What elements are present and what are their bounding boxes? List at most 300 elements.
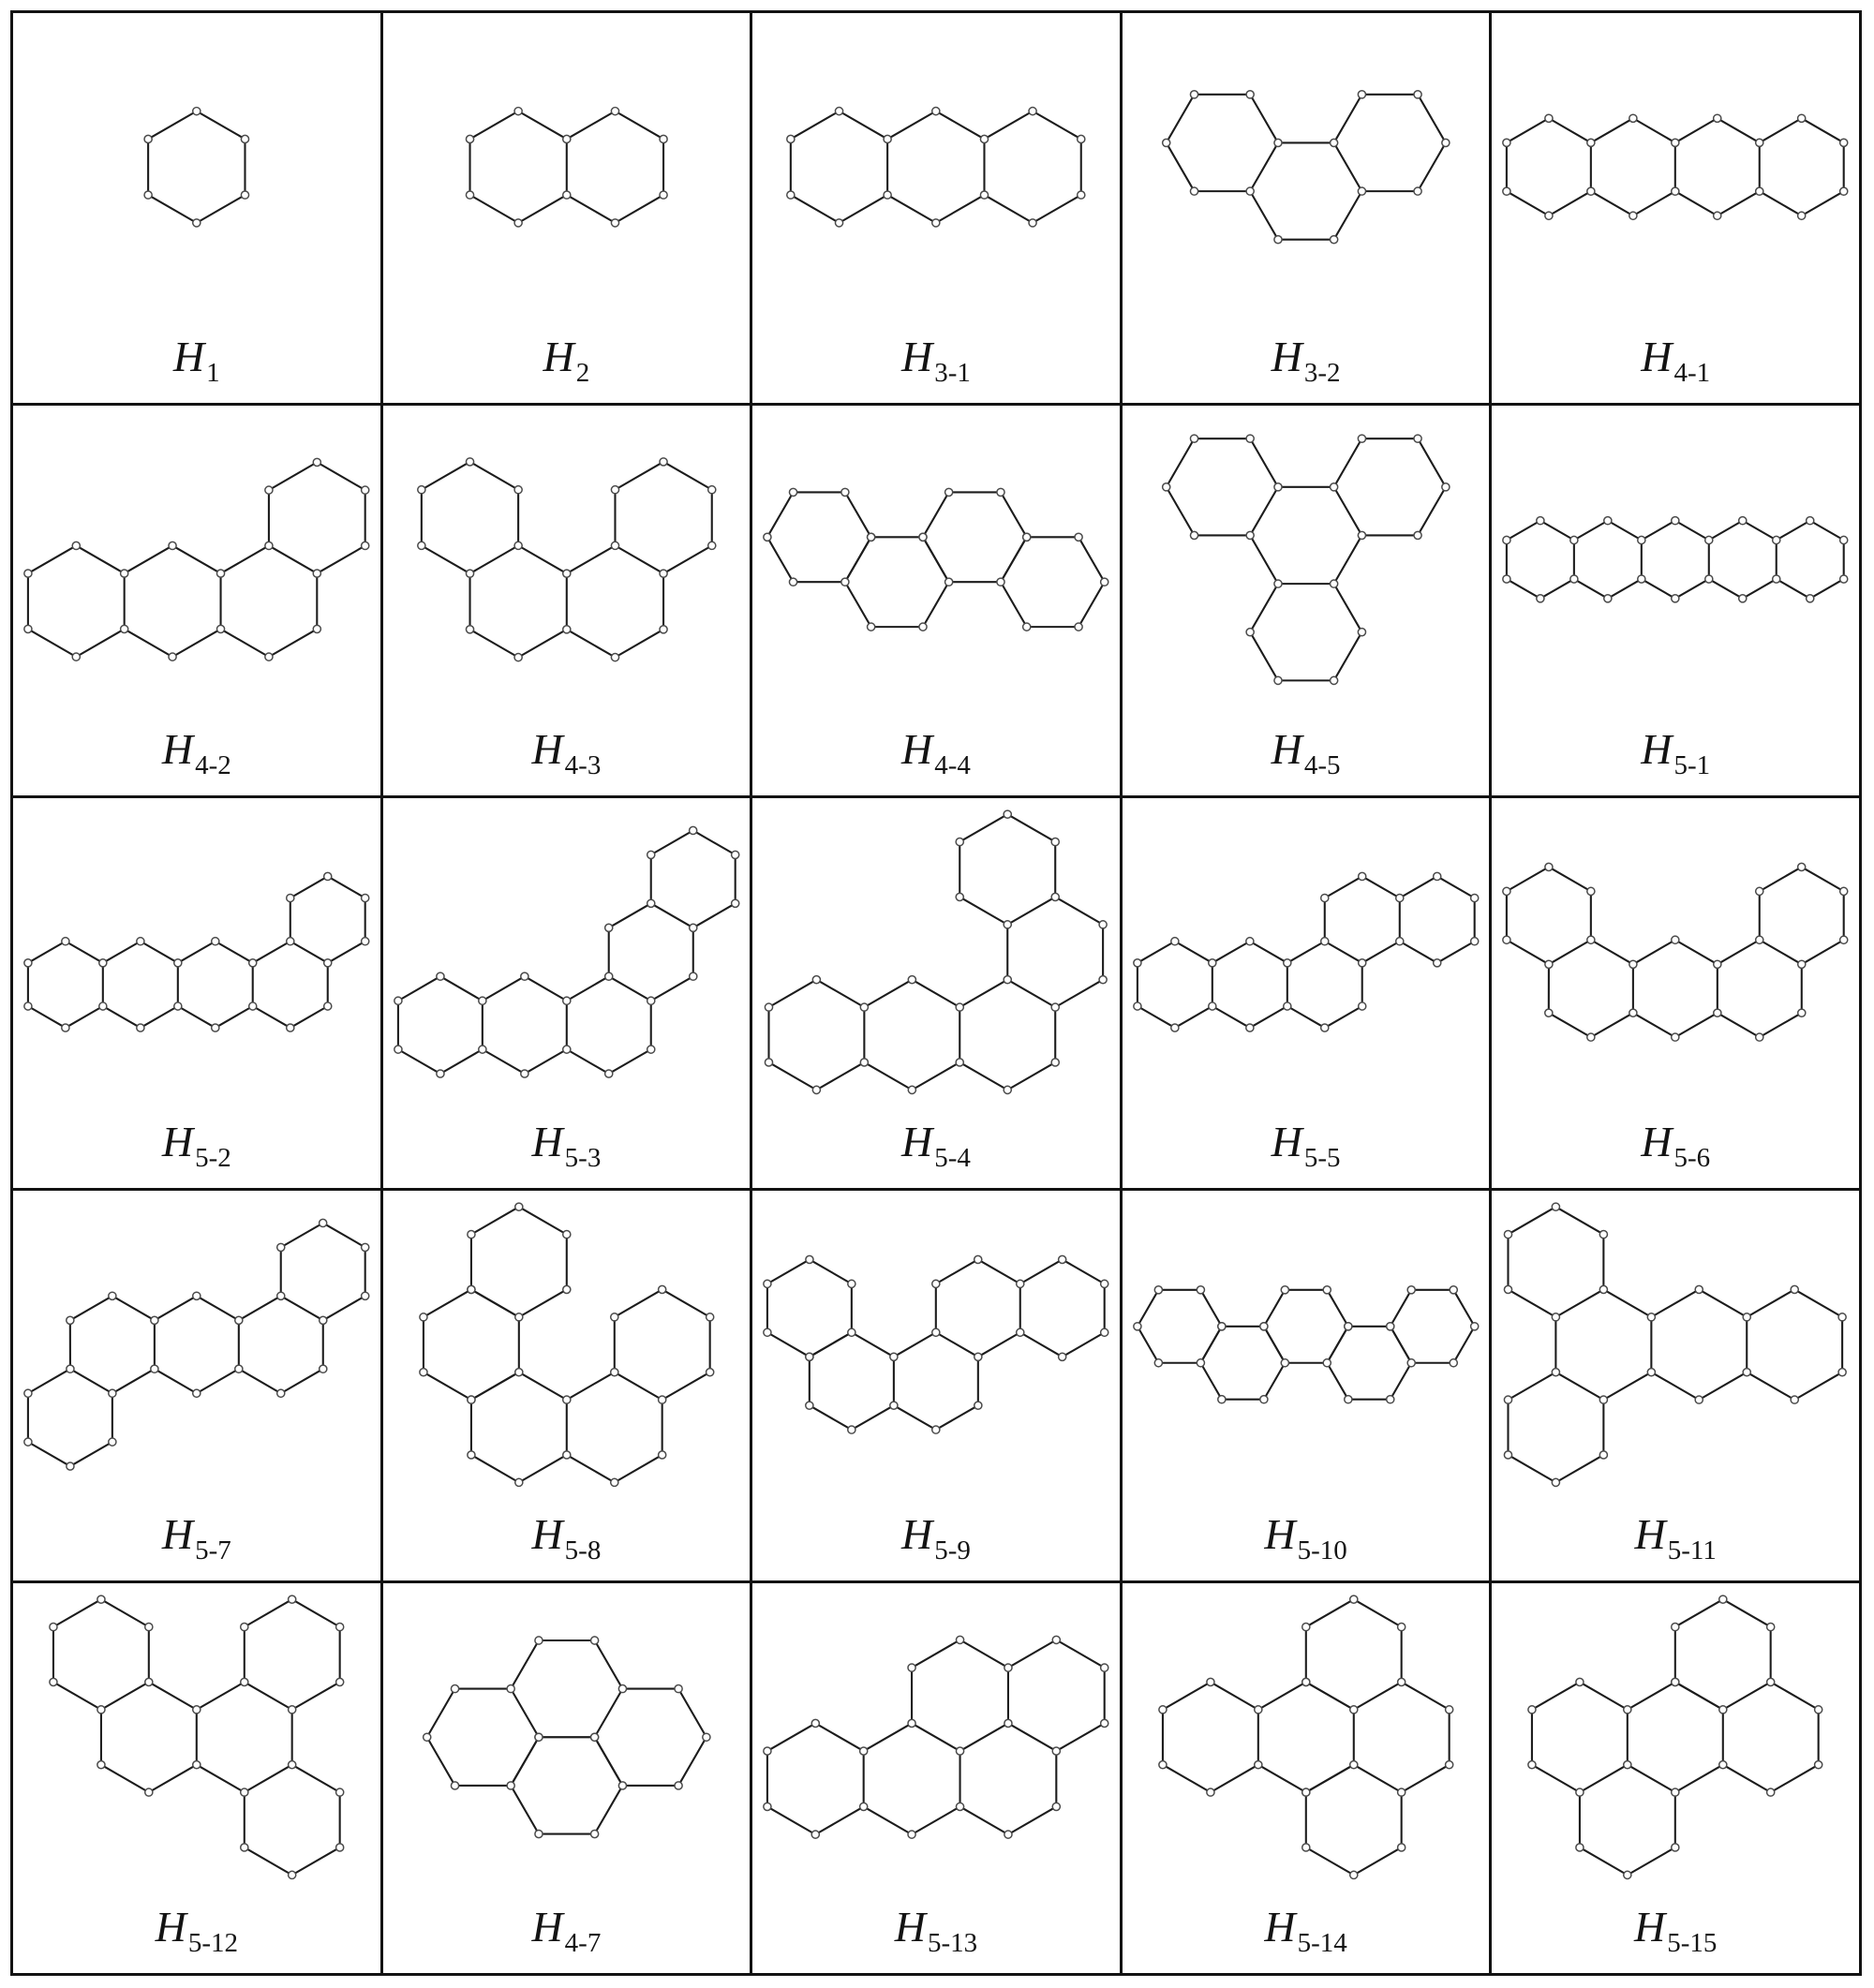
graph-edge	[328, 876, 365, 898]
graph-vertex	[394, 1046, 401, 1053]
structure-label-sub: 2	[575, 358, 590, 388]
graph-edge	[767, 1332, 810, 1357]
graph-vertex	[216, 570, 224, 577]
graph-edge	[864, 1806, 912, 1834]
graph-vertex	[1358, 959, 1365, 967]
structure-label-sub: 5-13	[928, 1928, 978, 1958]
graph-vertex	[1553, 1313, 1560, 1321]
graph-vertex	[24, 959, 32, 967]
graph-vertex	[241, 1678, 248, 1685]
graph-vertex	[1246, 629, 1254, 636]
graph-vertex	[590, 1733, 598, 1741]
graph-edge	[615, 111, 663, 140]
graph-vertex	[790, 578, 797, 586]
graph-edges	[424, 1207, 710, 1482]
structure-label-main: H	[901, 1510, 933, 1558]
graph-vertex	[287, 938, 294, 945]
graph-vertex	[611, 108, 618, 115]
structure-label-sub: 5-6	[1673, 1143, 1711, 1173]
graph-edge	[1718, 1013, 1760, 1037]
graph-vertex	[466, 626, 473, 633]
graph-vertex	[466, 135, 473, 142]
graph-vertex	[1051, 893, 1059, 900]
graph-edge	[960, 1806, 1008, 1834]
table-cell	[383, 1583, 751, 1973]
graph-vertex	[1345, 1396, 1352, 1403]
structure-label-sub: 5-3	[564, 1143, 602, 1173]
graph-vertex	[1503, 575, 1510, 583]
graph-vertex	[1672, 1624, 1679, 1631]
graph-edge	[518, 545, 567, 573]
graph-edge	[1509, 1455, 1556, 1482]
graph-edge	[936, 1405, 978, 1430]
graph-vertex	[289, 1595, 296, 1603]
graph-edge	[1652, 1289, 1700, 1316]
graph-edge	[1418, 142, 1446, 191]
graph-vertex	[514, 1203, 522, 1210]
graph-vertex	[121, 625, 128, 632]
graph-edge	[1574, 521, 1608, 541]
graph-edge	[1327, 1290, 1348, 1327]
graph-edge	[1748, 1289, 1795, 1316]
graph-vertex	[611, 486, 618, 494]
graph-edge	[511, 1640, 539, 1689]
graph-edge	[1167, 142, 1195, 191]
graph-vertex	[660, 135, 667, 142]
graph-edge	[253, 942, 290, 963]
graph-vertex	[1767, 1678, 1775, 1685]
graph-edge	[1354, 1847, 1402, 1875]
graph-vertices	[1503, 863, 1848, 1041]
graph-edge	[1628, 1682, 1675, 1709]
graph-vertex	[1284, 959, 1291, 967]
graph-edge	[245, 1599, 292, 1626]
graph-edge	[894, 1405, 936, 1430]
graph-vertex	[1414, 187, 1421, 195]
graph-vertex	[706, 1313, 713, 1321]
graph-edge	[101, 1599, 149, 1626]
graph-edge	[887, 111, 936, 140]
graph-edge	[566, 545, 615, 573]
graph-edge	[1167, 95, 1195, 143]
graph-vertex	[212, 938, 219, 945]
graph-vertex	[1197, 1286, 1204, 1294]
graph-edge	[1391, 1363, 1411, 1400]
graph-edge	[663, 462, 712, 490]
graph-vertex	[1246, 1024, 1254, 1031]
graph-edge	[1306, 1847, 1354, 1875]
graph-vertex	[324, 872, 332, 880]
graph-edge	[1652, 1372, 1700, 1400]
table-cell	[1492, 13, 1859, 403]
graph-edge	[70, 1442, 112, 1466]
graph-edge	[985, 111, 1034, 140]
graph-edge	[608, 1049, 650, 1074]
graph-vertex	[1323, 1359, 1331, 1367]
graph-vertex	[1648, 1313, 1656, 1321]
structure-label-main: H	[531, 1510, 563, 1558]
graph-edge	[28, 942, 66, 963]
graph-edge	[1507, 579, 1540, 599]
graph-vertex	[610, 1369, 617, 1376]
graph-edge	[1549, 118, 1591, 142]
graph-vertex	[287, 894, 294, 901]
graph-edge	[1760, 867, 1802, 891]
graph-vertex	[1330, 676, 1337, 684]
graph-vertex	[868, 623, 875, 631]
graph-vertex	[1330, 139, 1337, 146]
graph-vertex	[1450, 1286, 1457, 1294]
graph-edge	[1057, 1639, 1105, 1668]
graph-edges	[1532, 1599, 1819, 1875]
graph-vertex	[1756, 187, 1763, 195]
graph-edge	[1628, 1847, 1675, 1875]
graph-vertex	[1798, 212, 1806, 219]
graph-edge	[1723, 1599, 1771, 1626]
graph-edge	[817, 980, 865, 1007]
graph-vertex	[1450, 1359, 1457, 1367]
graph-edge	[469, 630, 518, 658]
structure-label-sub: 4-7	[564, 1928, 602, 1958]
table-cell	[1492, 406, 1859, 795]
graph-edge	[269, 462, 317, 490]
graph-edge	[615, 462, 663, 490]
graph-edge	[894, 1332, 936, 1357]
graph-vertex	[1350, 1706, 1358, 1714]
graph-vertex	[604, 924, 612, 931]
graph-edge	[1325, 942, 1362, 963]
graph-vertex	[1570, 575, 1578, 583]
graph-vertex	[1414, 531, 1421, 539]
graph-edge	[511, 1786, 539, 1834]
structure-label	[752, 333, 1120, 388]
graph-vertex	[1017, 1328, 1024, 1336]
graph-edge	[1507, 940, 1549, 964]
structure-label-main: H	[894, 1903, 927, 1951]
graph-edge	[197, 1296, 239, 1320]
graph-vertex	[1330, 580, 1337, 587]
graph-edge	[1591, 191, 1633, 215]
graph-vertex	[956, 893, 963, 900]
graph-edge	[1333, 142, 1361, 191]
graph-vertex	[860, 1059, 868, 1066]
structure-label-sub: 3-1	[934, 358, 971, 388]
graph-edge	[615, 630, 663, 658]
graph-edge	[1675, 191, 1718, 215]
graph-vertex	[974, 1255, 982, 1263]
graph-edge	[281, 1296, 323, 1320]
graph-edge	[28, 629, 76, 657]
graph-edge	[518, 1289, 566, 1316]
graph-edge	[960, 1639, 1008, 1668]
table-cell	[383, 1191, 751, 1580]
graph-edge	[155, 1369, 197, 1393]
graph-edge	[1306, 1599, 1354, 1626]
structure-label-main: H	[1641, 1118, 1673, 1165]
graph-edge	[328, 942, 365, 963]
structure-label	[1123, 333, 1490, 388]
graph-vertex	[1274, 483, 1282, 491]
graph-vertex	[890, 1353, 898, 1360]
structure-label-main: H	[531, 1118, 563, 1165]
graph-vertex	[1320, 1024, 1328, 1031]
graph-edge	[518, 630, 567, 658]
graph-vertex	[790, 488, 797, 496]
graph-edge	[1325, 1006, 1362, 1028]
graph-vertex	[1838, 1313, 1846, 1321]
graph-edge	[1258, 1765, 1306, 1792]
graph-vertex	[1503, 187, 1510, 195]
graph-edge	[594, 1640, 622, 1689]
graph-edge	[791, 195, 840, 223]
graph-edge	[767, 1806, 815, 1834]
graph-edge	[1509, 1207, 1556, 1234]
structure-label	[13, 1510, 380, 1565]
graph-edge	[281, 1369, 323, 1393]
graph-vertex	[1629, 114, 1637, 122]
table-cell	[1123, 798, 1490, 1188]
graph-vertex	[1445, 1706, 1452, 1714]
structure-label-sub: 5-7	[195, 1536, 231, 1565]
graph-vertex	[1190, 531, 1197, 539]
graph-vertex	[174, 959, 182, 967]
graph-vertex	[707, 542, 715, 549]
graph-vertex	[67, 1462, 74, 1470]
structure-label	[383, 1510, 751, 1565]
graph-vertex	[1807, 595, 1814, 602]
graph-edge	[1604, 1372, 1652, 1400]
graph-vertex	[1587, 936, 1595, 943]
graph-vertex	[811, 1831, 819, 1838]
graph-edge	[216, 942, 253, 963]
graph-vertices	[1162, 435, 1449, 684]
graph-vertex	[1714, 960, 1721, 968]
graph-edge	[125, 545, 172, 573]
graph-edge	[1007, 980, 1055, 1007]
graph-vertex	[1397, 1844, 1405, 1851]
graph-vertex	[618, 1782, 626, 1789]
graph-edges	[767, 492, 1105, 627]
structure-label	[383, 333, 751, 388]
graph-edge	[216, 1006, 253, 1028]
graph-vertex	[1629, 960, 1637, 968]
graph-edge	[292, 1599, 340, 1626]
structure-label-main: H	[161, 1118, 194, 1165]
structure-label	[1123, 1510, 1490, 1565]
graph-vertex	[67, 1316, 74, 1324]
graph-vertex	[1004, 1664, 1012, 1671]
graph-vertex	[1798, 114, 1806, 122]
graph-vertex	[423, 1733, 430, 1741]
graph-vertex	[478, 997, 485, 1004]
graph-edge	[28, 545, 76, 573]
graph-edge	[1287, 1006, 1325, 1028]
graph-vertex	[277, 1243, 285, 1251]
graph-edge	[323, 1296, 365, 1320]
graph-edge	[1540, 579, 1574, 599]
graph-edge	[936, 111, 985, 140]
graph-edge	[887, 195, 936, 223]
graph-vertex	[313, 570, 320, 577]
graph-vertex	[1274, 236, 1282, 244]
graph-vertex	[1407, 1359, 1415, 1367]
graph-edge	[518, 195, 567, 223]
graph-edge	[1540, 521, 1574, 541]
graph-vertex	[24, 1389, 32, 1397]
graph-vertex	[1099, 921, 1107, 928]
graph-edge	[292, 1847, 340, 1875]
graph-vertex	[1274, 676, 1282, 684]
graph-edge	[1008, 1639, 1056, 1668]
graph-edge	[482, 1049, 524, 1074]
graph-edge	[1777, 521, 1810, 541]
graph-vertex	[451, 1685, 458, 1693]
graph-edge	[281, 1223, 323, 1247]
graph-vertex	[1798, 960, 1806, 968]
graph-vertex	[1358, 187, 1365, 195]
graph-vertex	[1052, 1747, 1060, 1755]
graph-edge	[1771, 1765, 1819, 1792]
graph-vertex	[1302, 1678, 1310, 1685]
graph-edge	[1675, 1013, 1718, 1037]
graph-vertex	[848, 1280, 855, 1287]
graph-edge	[650, 830, 692, 854]
graph-vertex	[1638, 575, 1645, 583]
structure-label	[1123, 1903, 1490, 1958]
graph-edge	[767, 1723, 815, 1751]
graph-edge	[1020, 1259, 1063, 1283]
graph-edge	[1453, 1327, 1474, 1363]
graph-vertex	[235, 1365, 243, 1372]
graph-vertex	[67, 1365, 74, 1372]
graph-edge	[1007, 1062, 1055, 1090]
graph-edge	[815, 1723, 863, 1751]
graph-vertex	[109, 1389, 116, 1397]
graph-vertex	[169, 653, 176, 660]
graph-vertex	[1407, 1286, 1415, 1294]
graph-vertex	[1154, 1286, 1162, 1294]
graph-vertex	[417, 542, 424, 549]
graph-edges	[469, 111, 663, 223]
table-cell	[1123, 13, 1490, 403]
graph-edge	[1437, 876, 1475, 898]
graph-edge	[845, 537, 871, 582]
graph-vertex	[1840, 139, 1848, 146]
graph-vertex	[97, 1595, 105, 1603]
graph-vertex	[109, 1438, 116, 1446]
graph-vertex	[1255, 1706, 1262, 1714]
graph-vertex	[1414, 435, 1421, 442]
graph-vertex	[1101, 1719, 1108, 1727]
graph-edge	[1810, 521, 1844, 541]
graph-vertex	[1101, 1328, 1108, 1336]
graph-vertex	[362, 1292, 369, 1299]
graph-vertex	[1815, 1761, 1822, 1769]
graph-edge	[1507, 118, 1549, 142]
graph-vertex	[1397, 1624, 1405, 1631]
graph-vertex	[868, 533, 875, 541]
graph-edge	[566, 1049, 608, 1074]
graph-vertex	[908, 976, 915, 984]
graph-vertex	[1190, 91, 1197, 98]
graph-vertex	[562, 1231, 570, 1239]
graph-vertex	[658, 1396, 665, 1403]
graph-vertex	[1029, 108, 1036, 115]
graph-edges	[1163, 1599, 1450, 1875]
graph-vertex	[1648, 1369, 1656, 1376]
graph-vertex	[145, 1678, 153, 1685]
structure-label-main: H	[1271, 1118, 1302, 1165]
graph-edge	[959, 1062, 1007, 1090]
graph-edge	[221, 629, 269, 657]
graph-edge	[397, 976, 439, 1001]
graph-edges	[1167, 438, 1446, 680]
graph-vertex	[1445, 1761, 1452, 1769]
graph-edge	[239, 1296, 281, 1320]
graph-vertex	[1719, 1761, 1727, 1769]
graph-vertex	[72, 542, 80, 549]
graph-edge	[1507, 521, 1540, 541]
graph-edges	[426, 1640, 706, 1834]
graph-vertex	[436, 972, 443, 980]
graph-edge	[810, 1332, 852, 1357]
graph-vertex	[514, 542, 522, 549]
graph-edge	[292, 1765, 340, 1792]
graph-edge	[1327, 1363, 1348, 1400]
graph-vertex	[908, 1719, 915, 1727]
structure-label-main: H	[161, 725, 194, 773]
graph-edge	[70, 1369, 112, 1393]
graph-edge	[1354, 1682, 1402, 1709]
graph-edge	[1591, 118, 1633, 142]
graph-edge	[1250, 142, 1278, 191]
graph-vertex	[836, 219, 843, 227]
graph-vertex	[1323, 1286, 1331, 1294]
graph-edge	[1802, 191, 1844, 215]
graph-edge	[959, 814, 1007, 841]
graph-edge	[178, 1006, 216, 1028]
graph-vertex	[1838, 1369, 1846, 1376]
graph-edges	[53, 1599, 340, 1875]
graph-vertex	[1396, 938, 1404, 945]
graph-edge	[1001, 582, 1027, 627]
graph-vertex	[1505, 1451, 1512, 1459]
graph-vertex	[647, 851, 654, 858]
graph-edge	[767, 537, 794, 582]
graph-vertex	[974, 1353, 982, 1360]
graph-edge	[608, 903, 650, 927]
structure-label-main: H	[1271, 333, 1302, 380]
structure-label-main: H	[1633, 1903, 1666, 1951]
graph-edge	[767, 1259, 810, 1283]
graph-vertex	[1576, 1844, 1584, 1851]
graph-vertices	[417, 458, 715, 661]
graph-vertex	[562, 1396, 570, 1403]
graph-vertex	[1638, 536, 1645, 543]
graph-vertex	[731, 899, 738, 907]
graph-vertex	[265, 542, 273, 549]
graph-edge	[1001, 537, 1027, 582]
graph-vertex	[362, 1243, 369, 1251]
graph-edge	[1306, 1682, 1354, 1709]
graph-vertex	[932, 1426, 940, 1433]
graph-vertex	[1218, 1396, 1226, 1403]
graph-edge	[1675, 521, 1709, 541]
graph-edge	[865, 1062, 913, 1090]
structure-label-main: H	[161, 1510, 194, 1558]
graph-edge	[678, 1689, 706, 1738]
graph-vertex	[1442, 139, 1450, 146]
